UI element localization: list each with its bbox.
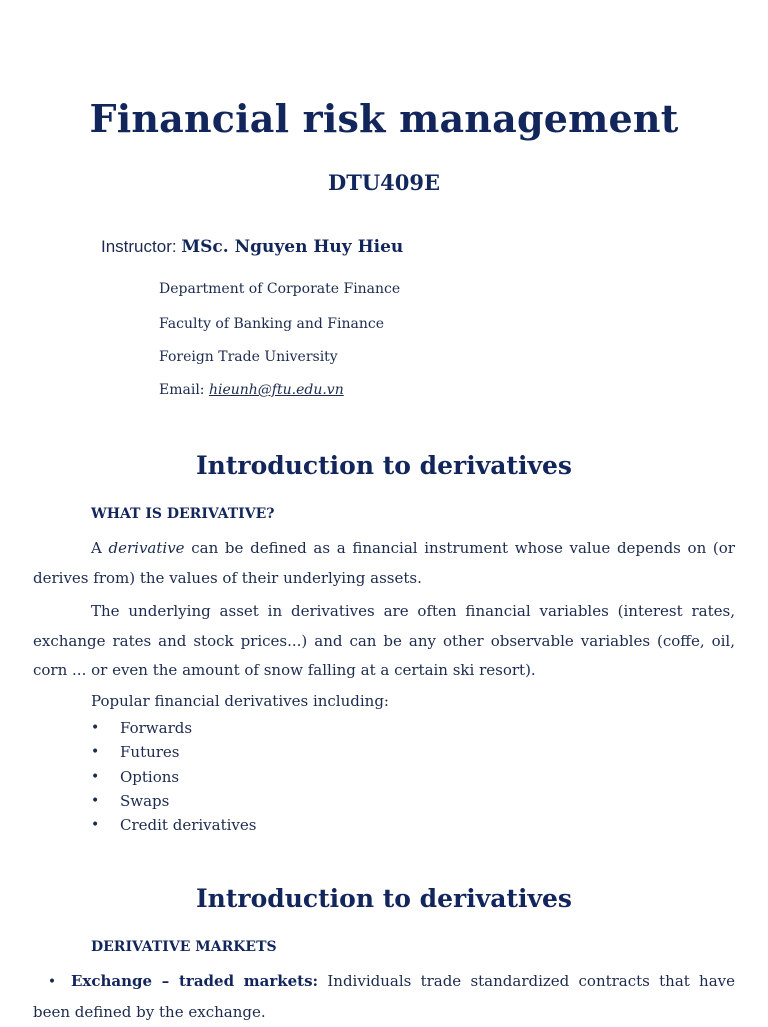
bullet-icon: •	[91, 793, 100, 810]
para2-text: The underlying asset in derivatives are often financial variables (interest rates, exchange rates and stock prices...) and can be any other observable variables (coffe, oil, corn ... or even the amount of snow falling at a certain ski resort).	[33, 602, 735, 679]
document-title: Financial risk management	[89, 96, 679, 141]
bullet-icon: •	[91, 720, 100, 737]
para1-prefix: A	[91, 539, 109, 557]
list-item-label: Credit derivatives	[120, 816, 257, 835]
list-item	[91, 716, 256, 740]
list-item-label: Forwards	[120, 719, 193, 738]
list-item	[91, 813, 256, 837]
list-item	[91, 765, 256, 789]
derivative-term: derivative	[108, 539, 185, 557]
email-label: Email:	[159, 382, 209, 398]
section-heading-derivatives: Introduction to derivatives	[195, 451, 572, 480]
paragraph-definition	[33, 534, 735, 593]
instructor-label: Instructor:	[101, 237, 182, 256]
subheading-what-is-derivative: WHAT IS DERIVATIVE?	[91, 506, 275, 522]
popular-derivatives-intro: Popular financial derivatives including:	[91, 692, 389, 710]
email-line	[159, 382, 344, 398]
section-heading-derivatives-2: Introduction to derivatives	[195, 884, 572, 913]
faculty-line: Faculty of Banking and Finance	[159, 316, 385, 332]
para1-rest: can be defined as a financial instrument whose value depends on (or derives from) the values of their underlying assets.	[33, 539, 735, 587]
department-line: Department of Corporate Finance	[159, 281, 401, 297]
bullet-icon: •	[91, 744, 100, 761]
email-link[interactable]: hieunh@ftu.edu.vn	[208, 382, 344, 398]
derivatives-list	[91, 716, 256, 837]
instructor-name: MSc. Nguyen Huy Hieu	[181, 237, 404, 257]
paragraph-exchange-traded	[33, 967, 735, 1027]
bullet-icon: •	[47, 974, 57, 990]
course-code: DTU409E	[328, 170, 440, 195]
list-item-label: Options	[120, 767, 180, 786]
subheading-derivative-markets: DERIVATIVE MARKETS	[91, 939, 277, 955]
bullet-icon: •	[91, 768, 100, 785]
exchange-traded-term: Exchange – traded markets:	[71, 972, 319, 990]
list-item	[91, 789, 256, 813]
university-line: Foreign Trade University	[159, 349, 338, 365]
exchange-traded-text: Individuals trade standardized contracts that have been defined by the exchange.	[33, 972, 735, 1021]
list-item	[91, 740, 256, 764]
bullet-icon: •	[91, 817, 100, 834]
paragraph-underlying-asset	[33, 597, 735, 686]
list-item-label: Swaps	[120, 792, 170, 811]
list-item-label: Futures	[120, 743, 180, 762]
instructor-line	[101, 237, 403, 257]
